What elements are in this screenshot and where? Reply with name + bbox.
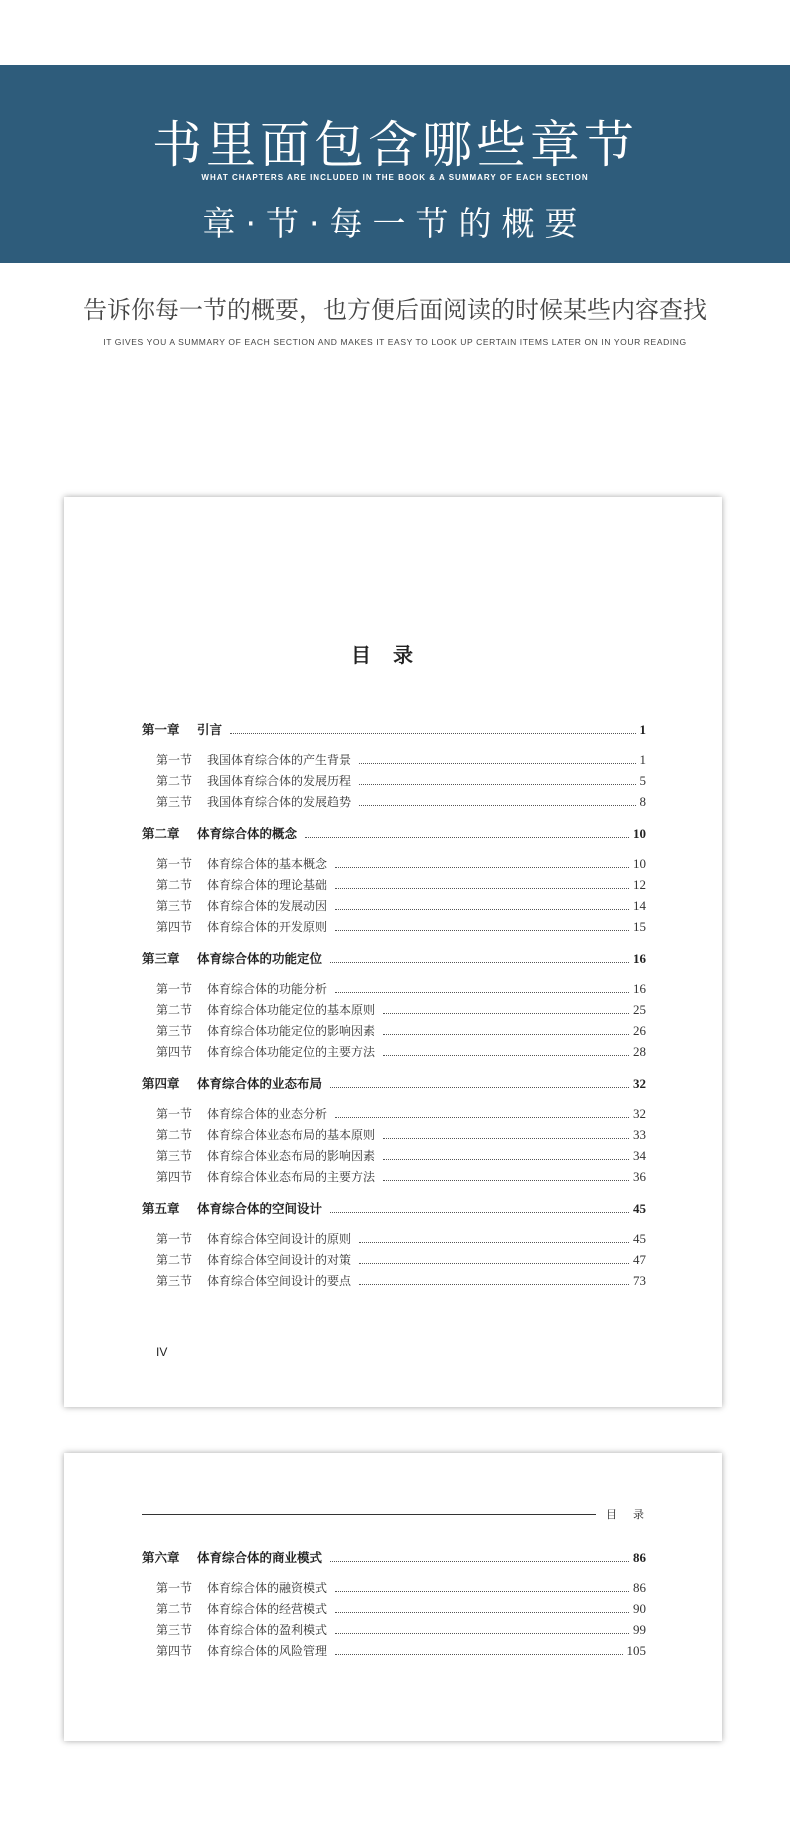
entry-title: 体育综合体的盈利模式 xyxy=(207,1623,328,1637)
entry-number: 第一节 xyxy=(156,982,193,996)
entry-page: 10 xyxy=(633,856,646,871)
entry-page: 16 xyxy=(633,981,646,996)
toc-section-entry xyxy=(156,1250,646,1270)
toc-section-entry xyxy=(156,875,646,895)
entry-page: 34 xyxy=(633,1148,646,1163)
entry-title: 体育综合体的业态布局 xyxy=(197,1076,323,1091)
entry-title: 体育综合体空间设计的原则 xyxy=(207,1232,352,1246)
entry-number: 第三节 xyxy=(156,899,193,913)
dot-leader xyxy=(335,1633,629,1634)
entry-number: 第六章 xyxy=(142,1550,180,1565)
toc-section-entry xyxy=(156,771,646,791)
entry-number: 第一节 xyxy=(156,857,193,871)
entry-number: 第三章 xyxy=(142,951,180,966)
entry-page: 25 xyxy=(633,1002,646,1017)
header-banner xyxy=(0,65,790,263)
entry-page: 8 xyxy=(639,794,646,809)
entry-number: 第四章 xyxy=(142,1076,180,1091)
toc-section-entry xyxy=(156,1146,646,1166)
entry-title: 体育综合体功能定位的主要方法 xyxy=(207,1045,376,1059)
entry-page: 47 xyxy=(633,1252,646,1267)
entry-page: 1 xyxy=(639,752,646,767)
entry-title: 体育综合体的基本概念 xyxy=(207,857,328,871)
entry-page: 10 xyxy=(633,826,646,841)
dot-leader xyxy=(335,1117,629,1118)
toc-section-entry xyxy=(156,1042,646,1062)
toc-section-entry xyxy=(156,1620,646,1640)
entry-number: 第三节 xyxy=(156,795,193,809)
dot-leader xyxy=(359,1263,629,1264)
toc-section-entry xyxy=(156,1167,646,1187)
toc-section-entry xyxy=(156,896,646,916)
entry-title: 体育综合体的功能定位 xyxy=(197,951,323,966)
entry-title: 我国体育综合体的产生背景 xyxy=(207,753,352,767)
entry-page: 15 xyxy=(633,919,646,934)
entry-number: 第二节 xyxy=(156,1253,193,1267)
dot-leader xyxy=(359,1242,629,1243)
toc-chapter-entry xyxy=(142,824,646,844)
entry-title: 体育综合体空间设计的要点 xyxy=(207,1274,352,1288)
dot-leader xyxy=(383,1034,629,1035)
toc-chapter-entry xyxy=(142,720,646,740)
entry-number: 第一节 xyxy=(156,1232,193,1246)
page-folio: IV xyxy=(156,1345,168,1359)
dot-leader xyxy=(383,1013,629,1014)
entry-page: 33 xyxy=(633,1127,646,1142)
toc-section-entry xyxy=(156,854,646,874)
toc-section-entry xyxy=(156,1000,646,1020)
toc-section-entry xyxy=(156,979,646,999)
entry-title: 我国体育综合体的发展历程 xyxy=(207,774,352,788)
entry-title: 体育综合体功能定位的影响因素 xyxy=(207,1024,376,1038)
entry-page: 16 xyxy=(633,951,646,966)
entry-title: 体育综合体业态布局的影响因素 xyxy=(207,1149,376,1163)
dot-leader xyxy=(383,1138,629,1139)
entry-title: 体育综合体的发展动因 xyxy=(207,899,328,913)
entry-number: 第三节 xyxy=(156,1149,193,1163)
entry-page: 45 xyxy=(633,1201,646,1216)
entry-title: 体育综合体的空间设计 xyxy=(197,1201,323,1216)
toc-section-entry xyxy=(156,917,646,937)
entry-page: 86 xyxy=(633,1550,646,1565)
toc-chapter-entry xyxy=(142,1199,646,1219)
entry-number: 第一章 xyxy=(142,722,180,737)
entry-page: 86 xyxy=(633,1580,646,1595)
entry-page: 73 xyxy=(633,1273,646,1288)
entry-number: 第二节 xyxy=(156,878,193,892)
dot-leader xyxy=(335,1612,629,1613)
banner-subtitle: 章·节·每一节的概要 xyxy=(202,204,588,243)
entry-page: 36 xyxy=(633,1169,646,1184)
entry-number: 第五章 xyxy=(142,1201,180,1216)
dot-leader xyxy=(230,733,635,734)
entry-number: 第二节 xyxy=(156,1003,193,1017)
entry-page: 12 xyxy=(633,877,646,892)
entry-title: 体育综合体的开发原则 xyxy=(207,920,328,934)
toc-section-entry xyxy=(156,1641,646,1661)
dot-leader xyxy=(335,1591,629,1592)
entry-title: 体育综合体业态布局的主要方法 xyxy=(207,1170,376,1184)
entry-number: 第二节 xyxy=(156,1602,193,1616)
dot-leader xyxy=(383,1055,629,1056)
entry-title: 体育综合体的理论基础 xyxy=(207,878,328,892)
dot-leader xyxy=(330,1561,629,1562)
dot-leader xyxy=(330,962,629,963)
entry-title: 引言 xyxy=(197,722,223,737)
dot-leader xyxy=(359,1284,629,1285)
entry-number: 第四节 xyxy=(156,1045,193,1059)
entry-title: 体育综合体的融资模式 xyxy=(207,1581,328,1595)
intro-text-en: IT GIVES YOU A SUMMARY OF EACH SECTION AND MAKES IT EASY TO LOOK UP CERTAIN ITEMS LATER ON IN YOUR READING xyxy=(103,337,687,347)
toc-chapter-entry xyxy=(142,1548,646,1568)
entry-page: 32 xyxy=(633,1106,646,1121)
entry-title: 体育综合体的概念 xyxy=(197,826,298,841)
toc-section-entry xyxy=(156,1599,646,1619)
dot-leader xyxy=(335,992,629,993)
entry-title: 体育综合体的业态分析 xyxy=(207,1107,328,1121)
entry-number: 第一节 xyxy=(156,1107,193,1121)
entry-page: 99 xyxy=(633,1622,646,1637)
entry-title: 体育综合体空间设计的对策 xyxy=(207,1253,352,1267)
header-rule xyxy=(142,1514,596,1515)
entry-title: 体育综合体的经营模式 xyxy=(207,1602,328,1616)
entry-page: 90 xyxy=(633,1601,646,1616)
entry-title: 体育综合体业态布局的基本原则 xyxy=(207,1128,376,1142)
dot-leader xyxy=(330,1212,629,1213)
toc-section-entry xyxy=(156,1021,646,1041)
banner-title: 书里面包含哪些章节 xyxy=(152,116,638,174)
entry-page: 14 xyxy=(633,898,646,913)
entry-number: 第二节 xyxy=(156,1128,193,1142)
entry-number: 第四节 xyxy=(156,1170,193,1184)
entry-number: 第一节 xyxy=(156,1581,193,1595)
toc-chapter-entry xyxy=(142,949,646,969)
dot-leader xyxy=(305,837,629,838)
entry-title: 我国体育综合体的发展趋势 xyxy=(207,795,352,809)
toc-section-entry xyxy=(156,1271,646,1291)
dot-leader xyxy=(383,1180,629,1181)
entry-title: 体育综合体的功能分析 xyxy=(207,982,328,996)
entry-number: 第二章 xyxy=(142,826,180,841)
running-header: 目录 xyxy=(606,1508,660,1521)
toc-section-entry xyxy=(156,792,646,812)
toc-page-2 xyxy=(64,1453,722,1741)
entry-title: 体育综合体的风险管理 xyxy=(207,1644,328,1658)
entry-number: 第一节 xyxy=(156,753,193,767)
dot-leader xyxy=(359,763,635,764)
entry-number: 第三节 xyxy=(156,1274,193,1288)
dot-leader xyxy=(335,1654,622,1655)
entry-number: 第三节 xyxy=(156,1623,193,1637)
entry-page: 5 xyxy=(639,773,646,788)
entry-page: 32 xyxy=(633,1076,646,1091)
toc-section-entry xyxy=(156,1229,646,1249)
entry-title: 体育综合体的商业模式 xyxy=(197,1550,323,1565)
toc-section-entry xyxy=(156,1104,646,1124)
dot-leader xyxy=(335,888,629,889)
toc-section-entry xyxy=(156,1578,646,1598)
entry-page: 1 xyxy=(639,722,646,737)
dot-leader xyxy=(330,1087,629,1088)
entry-number: 第三节 xyxy=(156,1024,193,1038)
dot-leader xyxy=(359,805,635,806)
toc-section-entry xyxy=(156,1125,646,1145)
entry-page: 105 xyxy=(626,1643,646,1658)
entry-number: 第四节 xyxy=(156,920,193,934)
intro-text: 告诉你每一节的概要，也方便后面阅读的时候某些内容查找 xyxy=(83,296,707,324)
entry-page: 26 xyxy=(633,1023,646,1038)
toc-chapter-entry xyxy=(142,1074,646,1094)
entry-page: 45 xyxy=(633,1231,646,1246)
toc-page-1 xyxy=(64,497,722,1407)
dot-leader xyxy=(335,930,629,931)
entry-number: 第四节 xyxy=(156,1644,193,1658)
entry-page: 28 xyxy=(633,1044,646,1059)
dot-leader xyxy=(335,909,629,910)
dot-leader xyxy=(359,784,635,785)
dot-leader xyxy=(335,867,629,868)
banner-subtitle-en: WHAT CHAPTERS ARE INCLUDED IN THE BOOK & A SUMMARY OF EACH SECTION xyxy=(201,173,589,182)
toc-title: 目录 xyxy=(351,643,435,667)
entry-number: 第二节 xyxy=(156,774,193,788)
toc-section-entry xyxy=(156,750,646,770)
dot-leader xyxy=(383,1159,629,1160)
entry-title: 体育综合体功能定位的基本原则 xyxy=(207,1003,376,1017)
